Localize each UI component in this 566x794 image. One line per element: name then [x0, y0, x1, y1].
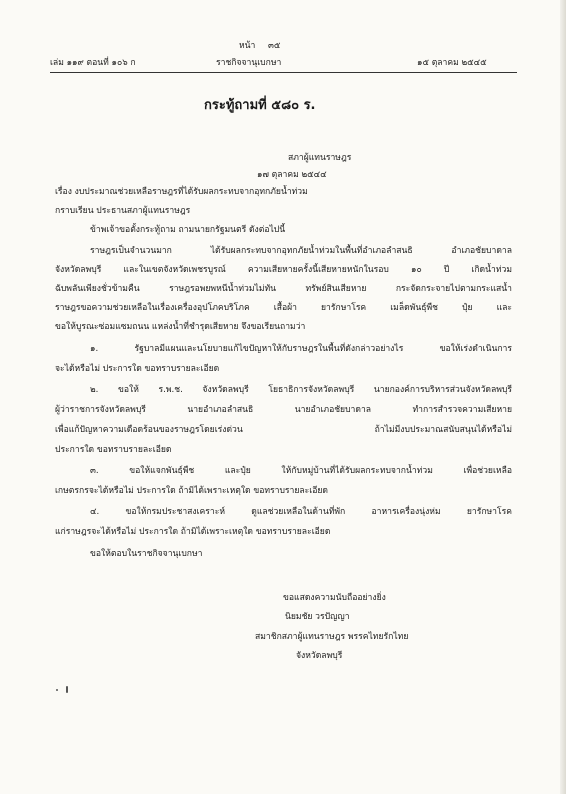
question-item-4: ๔. ขอให้กรมประชาสงเคราะห์ ดูแลช่วยเหลือในด้านที่พัก อาหารเครื่องนุ่งห่ม ยารักษาโรค: [90, 507, 512, 517]
letter-date: ๑๗ ตุลาคม ๒๕๔๔: [257, 170, 327, 180]
body-line: ฉับพลันเพียงชั่วข้ามคืน ราษฎรอพยพหนีน้ำท่วมไม่ทัน ทรัพย์สินเสียหาย กระจัดกระจายไปตามกระแสน้ำ: [55, 284, 512, 294]
signatory-province: จังหวัดลพบุรี: [296, 651, 343, 661]
header-date: ๑๕ ตุลาคม ๒๕๔๕: [417, 58, 487, 68]
question-item-2: ๒. ขอให้ ร.พ.ช. จังหวัดลพบุรี โยธาธิการจังหวัดลพบุรี นายกองค์การบริหารส่วนจังหวัดลพบุรี: [90, 385, 512, 395]
question-item-1: ๑. รัฐบาลมีแผนและนโยบายแก้ไขปัญหาให้กับราษฎรในพื้นที่ดังกล่าวอย่างไร ขอให้เร่งดำเนินการ: [90, 344, 512, 354]
question-item-3: ๓. ขอให้แจกพันธุ์พืช และปุ๋ย ให้กับหมู่บ้านที่ได้รับผลกระทบจากน้ำท่วม เพื่อช่วยเหลือ: [90, 466, 512, 476]
body-line: ราษฎรขอความช่วยเหลือในเรื่องเครื่องอุปโภคบริโภค เสื้อผ้า ยารักษาโรค เมล็ดพันธุ์พืช ปุ๋ย และ: [55, 303, 512, 313]
volume-issue: เล่ม ๑๑๙ ตอนที่ ๑๐๖ ก: [50, 58, 136, 68]
body-line: จังหวัดลพบุรี และในเขตจังหวัดเพชรบูรณ์ ความเสียหายครั้งนี้เสียหายหนักในรอบ ๑๐ ปี เกิดน้ำท่วม: [55, 265, 512, 275]
page-label: หน้า: [239, 41, 256, 51]
salutation: กราบเรียน ประธานสภาผู้แทนราษฎร: [55, 206, 191, 216]
signatory-position: สมาชิกสภาผู้แทนราษฎร พรรคไทยรักไทย: [255, 632, 409, 642]
scan-speck: [56, 689, 58, 691]
question-item-3-cont: เกษตรกรจะได้หรือไม่ ประการใด ถ้ามิได้เพราะเหตุใด ขอทราบรายละเอียด: [55, 486, 328, 496]
subject: เรื่อง งบประมาณช่วยเหลือราษฎรที่ได้รับผลกระทบจากอุทกภัยน้ำท่วม: [55, 187, 308, 197]
signature-closing: ขอแสดงความนับถืออย่างยิ่ง: [283, 593, 386, 603]
question-item-1-cont: จะได้หรือไม่ ประการใด ขอทราบรายละเอียด: [55, 364, 220, 374]
question-item-4-cont: แก่ราษฎรจะได้หรือไม่ ประการใด ถ้ามิได้เพราะเหตุใด ขอทราบรายละเอียด: [55, 527, 331, 537]
question-item-2-cont: ประการใด ขอทราบรายละเอียด: [55, 445, 172, 455]
body-line: ราษฎรเป็นจำนวนมาก ได้รับผลกระทบจากอุทกภัยน้ำท่วมในพื้นที่อำเภอลำสนธิ อำเภอชัยบาดาล: [90, 246, 512, 256]
signatory-name: นิยมชัย วรปัญญา: [285, 612, 350, 622]
scan-edge-shadow: [560, 0, 566, 794]
page-title: กระทู้ถามที่ ๕๘๐ ร.: [204, 98, 316, 113]
gazette-name: ราชกิจจานุเบกษา: [216, 58, 282, 68]
body-line: ขอให้บูรณะซ่อมแซมถนน แหล่งน้ำที่ชำรุดเสียหาย จึงขอเรียนถามว่า: [55, 322, 306, 332]
question-item-2-cont: ผู้ว่าราชการจังหวัดลพบุรี นายอำเภอลำสนธิ นายอำเภอชัยบาดาล ทำการสำรวจความเสียหาย: [55, 405, 512, 415]
page-number: ๓๕: [268, 41, 281, 51]
intro: ข้าพเจ้าขอตั้งกระทู้ถาม ถามนายกรัฐมนตรี ดังต่อไปนี้: [90, 225, 286, 235]
header-rule: [50, 72, 517, 73]
question-item-2-cont: เพื่อแก้ปัญหาความเดือดร้อนของราษฎรโดยเร่งด่วน ถ้าไม่มีงบประมาณสนับสนุนได้หรือไม่: [55, 425, 512, 435]
sender: สภาผู้แทนราษฎร: [288, 153, 352, 163]
scan-speck: [66, 686, 68, 693]
closing-request: ขอให้ตอบในราชกิจจานุเบกษา: [90, 549, 203, 559]
